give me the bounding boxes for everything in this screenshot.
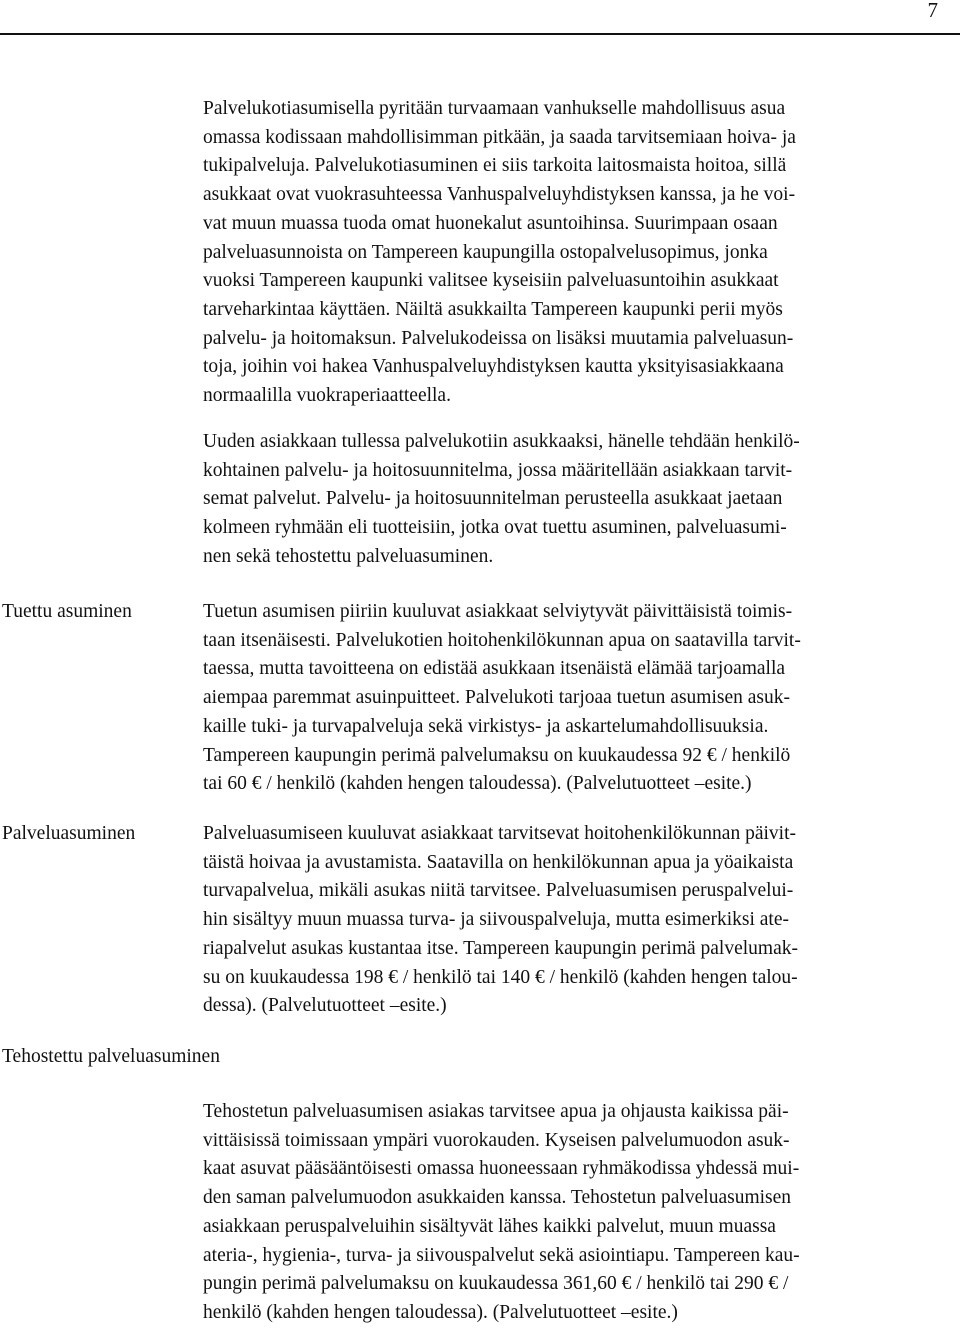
section-text-palveluasuminen: Palveluasumiseen kuuluvat asiakkaat tarvitsevat hoitohenkilökunnan päivit- täistä hoivaa ja avustamista. Saatavilla on henkilökunnan apua ja yöaikaista turvapalvelua, mikäli asukas niitä tarvitsee. Palveluasumisen peruspalvelui- hin sisältyy muun muassa turva- ja siivouspalveluja, mutta esimerkiksi ate- riapalvelut asukas kustantaa itse. Tampereen kaupungin perimä palvelumak- su on kuukaudessa 198 € / henkilö tai 140 € / henkilö (kahden hengen talou- dessa). (Palvelutuotteet –esite.): [203, 823, 798, 1017]
intro-paragraph-1: Palvelukotiasumisella pyritään turvaamaan vanhukselle mahdollisuus asua omassa kodissaan mahdollisimman pitkään, ja saada tarvitsemiaan hoiva- ja tukipalveluja. Palvelukotiasuminen ei siis tarkoita laitosmaista hoitoa, sillä asukkaat ovat vuokrasuhteessa Vanhuspalveluyhdistyksen kanssa, ja he voi- vat muun muassa tuoda omat huonekalut asuntoihinsa. Suurimpaan osaan palveluasunnoista on Tampereen kaupungilla ostopalvelusopimus, jonka vuoksi Tampereen kaupunki valitsee kyseisiin palveluasuntoihin asukkaat tarveharkintaa käyttäen. Näiltä asukkailta Tampereen kaupunki perii myös palvelu- ja hoitomaksun. Palvelukodeissa on lisäksi muutamia palveluasun- toja, joihin voi hakea Vanhuspalveluyhdistyksen kautta yksityisasiakkaana normaalilla vuokraperiaatteella.: [203, 98, 796, 407]
header-rule: [0, 33, 960, 35]
intro-paragraph-2: Uuden asiakkaan tullessa palvelukotiin asukkaaksi, hänelle tehdään henkilö- kohtainen palvelu- ja hoitosuunnitelma, jossa määritellään asiakkaan tarvit- semat palvelut. Palvelu- ja hoitosuunnitelman perusteella asukkaat jaetaan kolmeen ryhmään eli tuotteisiin, jotka ovat tuettu asuminen, palveluasumi- nen sekä tehostettu palveluasuminen.: [203, 431, 800, 567]
section-label-palveluasuminen: Palveluasuminen: [2, 823, 136, 844]
section-text-tuettu-asuminen: Tuetun asumisen piiriin kuuluvat asiakkaat selviytyvät päivittäisistä toimis- taan itsenäisesti. Palvelukotien hoitohenkilökunnan apua on saatavilla tarvit- taessa, mutta tavoitteena on edistää asukkaan itsenäistä elämää tarjoamalla aiempaa paremmat asuinpuitteet. Palvelukoti tarjoaa tuetun asumisen asuk- kaille tuki- ja turvapalveluja sekä virkistys- ja askartelumahdollisuuksia. Tampereen kaupungin perimä palvelumaksu on kuukaudessa 92 € / henkilö tai 60 € / henkilö (kahden hengen taloudessa). (Palvelutuotteet –esite.): [203, 601, 801, 795]
section-label-tehostettu-palveluasuminen: Tehostettu palveluasuminen: [2, 1046, 220, 1067]
page-number: 7: [927, 0, 938, 22]
section-label-tuettu-asuminen: Tuettu asuminen: [2, 601, 132, 622]
section-text-tehostettu-palveluasuminen: Tehostetun palveluasumisen asiakas tarvitsee apua ja ohjausta kaikissa päi- vittäisissä toimissaan ympäri vuorokauden. Kyseisen palvelumuodon asuk- kaat asuvat pääsääntöisesti omassa huoneessaan ryhmäkodissa yhdessä mui- den saman palvelumuodon asukkaiden kanssa. Tehostetun palveluasumisen asiakkaan peruspalveluihin sisältyvät lähes kaikki palvelut, muun muassa ateria-, hygienia-, turva- ja siivouspalvelut sekä asiointiapu. Tampereen kau- pungin perimä palvelumaksu on kuukaudessa 361,60 € / henkilö tai 290 € / henkilö (kahden hengen taloudessa). (Palvelutuotteet –esite.): [203, 1101, 800, 1323]
